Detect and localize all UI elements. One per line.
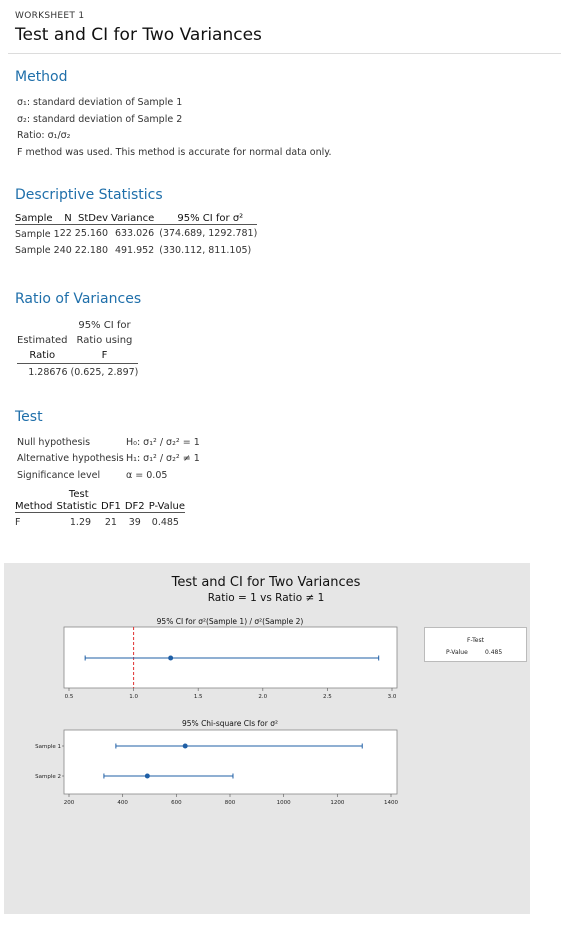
plot1-tick-label: 2.5 (323, 694, 332, 700)
table-cell: H₀: σ₁² / σ₂² = 1 (126, 436, 200, 448)
method-line: σ₁: standard deviation of Sample 1 (17, 97, 183, 108)
plot2-category-label: Sample 1 (35, 744, 61, 750)
pvalue-label: P-Value (446, 649, 468, 656)
method-line: Ratio: σ₁/σ₂ (17, 130, 71, 141)
graph-title: Test and CI for Two Variances (171, 575, 361, 590)
plot2-area (64, 730, 397, 794)
table-cell: Sample 1 (15, 229, 60, 241)
column-header: Ratio (17, 348, 71, 363)
table-cell: 1.29 (69, 516, 92, 528)
descriptive-heading: Descriptive Statistics (15, 187, 163, 203)
column-header: P-Value (148, 501, 185, 512)
page-title: Test and CI for Two Variances (15, 25, 262, 45)
graph-subtitle: Ratio = 1 vs Ratio ≠ 1 (207, 592, 325, 604)
table-cell: 0.485 (151, 516, 179, 528)
table-cell: H₁: σ₁² / σ₂² ≠ 1 (126, 453, 200, 465)
table-cell: Sample 2 (15, 244, 60, 256)
plot2-tick-label: 400 (117, 800, 128, 806)
plot2-estimate-point (183, 744, 188, 749)
method-line: F method was used. This method is accurate for normal data only. (17, 146, 332, 158)
column-header: DF1 (101, 501, 125, 513)
column-header: Test (68, 488, 89, 500)
plot2-estimate-point (145, 774, 150, 779)
table-cell: α = 0.05 (126, 469, 168, 481)
plot1-tick-label: 2.0 (258, 694, 268, 700)
plot2-tick-label: 1200 (330, 800, 345, 806)
column-header: Variance (111, 213, 159, 225)
column-header: Ratio using (76, 335, 133, 346)
table-cell: 491.952 (114, 244, 155, 256)
table-cell: 1.28676 (28, 367, 68, 379)
column-header: StDev (75, 213, 111, 225)
plot2-tick-label: 1400 (384, 800, 398, 806)
table-cell: (0.625, 2.897) (70, 367, 139, 379)
table-cell: 25.160 (74, 227, 109, 239)
table-cell: (330.112, 811.105) (159, 244, 252, 256)
plot1-tick-label: 1.0 (129, 694, 138, 700)
column-header: Method (15, 501, 57, 513)
table-cell: 21 (104, 516, 117, 528)
table-cell: (374.689, 1292.781) (159, 227, 258, 239)
plot2-tick-label: 1000 (276, 800, 291, 806)
table-cell: 633.026 (114, 227, 155, 239)
plot1-tick-label: 1.5 (193, 694, 203, 700)
plot1-title: 95% CI for σ²(Sample 1) / σ²(Sample 2) (156, 617, 304, 626)
test-heading: Test (15, 409, 43, 425)
table-cell: Alternative hypothesis (17, 453, 124, 465)
plot2-tick-label: 800 (224, 800, 236, 806)
table-cell: Null hypothesis (17, 436, 91, 448)
column-header: Statistic (57, 501, 102, 513)
column-header: Sample (15, 213, 60, 225)
method-heading: Method (15, 69, 68, 85)
ratio-heading: Ratio of Variances (15, 291, 142, 307)
table-cell: F (15, 516, 21, 528)
column-header: 95% CI for σ² (159, 213, 257, 225)
column-header: Estimated (17, 335, 68, 346)
plot2-tick-label: 200 (63, 800, 75, 806)
plot1-tick-label: 3.0 (387, 694, 397, 700)
column-header: N (60, 213, 75, 225)
column-header: 95% CI for (78, 320, 131, 331)
plot1-estimate-point (168, 656, 173, 661)
plot1-tick-label: 0.5 (64, 694, 74, 700)
table-cell: 40 (59, 244, 72, 256)
plot2-category-label: Sample 2 (35, 774, 61, 780)
ftest-label: F-Test (467, 637, 484, 644)
column-header: F (71, 348, 139, 363)
column-header: DF2 (125, 501, 149, 513)
pvalue-value: 0.485 (485, 649, 503, 656)
method-line: σ₂: standard deviation of Sample 2 (17, 113, 183, 125)
table-cell: 39 (128, 516, 141, 528)
table-cell: 22 (59, 227, 72, 239)
ftest-box (424, 627, 527, 662)
plot2-title: 95% Chi-square CIs for σ² (182, 719, 278, 728)
table-cell: Significance level (17, 469, 101, 481)
worksheet-label: WORKSHEET 1 (15, 11, 85, 21)
plot2-tick-label: 600 (171, 800, 182, 806)
table-cell: 22.180 (74, 244, 109, 256)
